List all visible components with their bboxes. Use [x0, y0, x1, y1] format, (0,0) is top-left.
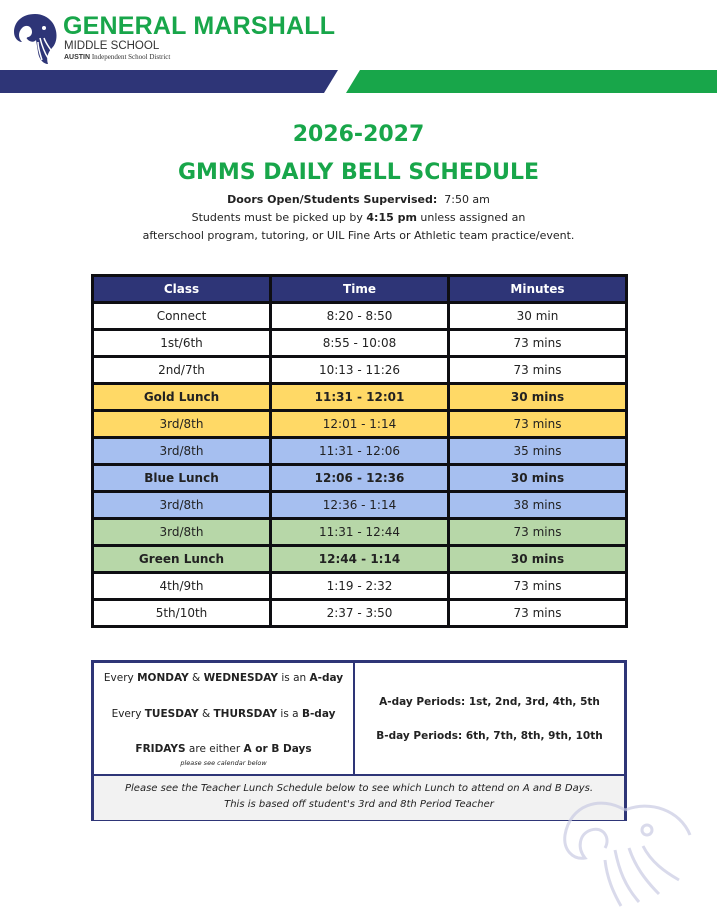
cell-class: 5th/10th	[94, 601, 269, 625]
cell-minutes: 35 mins	[450, 439, 625, 463]
cell-time: 12:01 - 1:14	[272, 412, 447, 436]
pickup-line-2: afterschool program, tutoring, or UIL Fine Arts or Athletic team practice/event.	[142, 229, 575, 242]
school-year-title: 2026-2027	[292, 122, 425, 147]
school-level: MIDDLE SCHOOL	[64, 40, 160, 52]
cell-minutes: 30 mins	[450, 466, 625, 490]
cell-time: 12:44 - 1:14	[272, 547, 447, 571]
table-row	[94, 385, 625, 409]
cell-minutes: 73 mins	[450, 412, 625, 436]
bell-schedule-table	[91, 274, 628, 628]
table-row	[94, 601, 625, 625]
district-rest: Independent School District	[90, 53, 171, 61]
table-row	[94, 574, 625, 598]
cell-minutes: 73 mins	[450, 358, 625, 382]
table-row	[94, 439, 625, 463]
ram-watermark-icon	[555, 790, 705, 910]
table-row	[94, 493, 625, 517]
header-minutes: Minutes	[450, 277, 625, 301]
cell-class: Connect	[94, 304, 269, 328]
ram-mascot-logo	[8, 8, 62, 66]
doors-open-line	[0, 193, 717, 206]
cell-minutes: 38 mins	[450, 493, 625, 517]
cell-class: Blue Lunch	[94, 466, 269, 490]
school-name: GENERAL MARSHALL	[63, 12, 336, 40]
schedule-title: GMMS DAILY BELL SCHEDULE	[177, 160, 540, 185]
table-row	[94, 466, 625, 490]
pickup-line	[0, 211, 717, 224]
cell-time: 8:20 - 8:50	[272, 304, 447, 328]
cell-class: 3rd/8th	[94, 493, 269, 517]
cell-class: 1st/6th	[94, 331, 269, 355]
table-row	[94, 304, 625, 328]
cell-class: 2nd/7th	[94, 358, 269, 382]
cell-class: Gold Lunch	[94, 385, 269, 409]
cell-time: 11:31 - 12:01	[272, 385, 447, 409]
table-row	[94, 358, 625, 382]
day-rules-panel	[94, 663, 355, 774]
table-header-row	[94, 277, 625, 301]
doors-time: 7:50 am	[444, 193, 490, 206]
pickup-pre: Students must be picked up by	[191, 211, 367, 224]
cell-time: 8:55 - 10:08	[272, 331, 447, 355]
cell-minutes: 73 mins	[450, 520, 625, 544]
a-day-rule: Every MONDAY & WEDNESDAY is an A-day	[103, 672, 344, 684]
lunch-note-panel	[94, 774, 624, 820]
cell-class: Green Lunch	[94, 547, 269, 571]
cell-time: 1:19 - 2:32	[272, 574, 447, 598]
table-row	[94, 547, 625, 571]
district-bold: AUSTIN	[64, 54, 91, 61]
cell-time: 10:13 - 11:26	[272, 358, 447, 382]
friday-rule: FRIDAYS are either A or B Days	[135, 743, 312, 755]
pickup-time: 4:15 pm	[366, 211, 417, 224]
calendar-note: please see calendar below	[180, 759, 267, 767]
table-row	[94, 412, 625, 436]
table-row	[94, 331, 625, 355]
cell-class: 3rd/8th	[94, 439, 269, 463]
cell-class: 3rd/8th	[94, 412, 269, 436]
cell-minutes: 73 mins	[450, 331, 625, 355]
cell-time: 11:31 - 12:06	[272, 439, 447, 463]
cell-minutes: 30 mins	[450, 547, 625, 571]
pickup-post: unless assigned an	[416, 211, 526, 224]
a-day-periods: A-day Periods: 1st, 2nd, 3rd, 4th, 5th	[379, 696, 600, 708]
b-day-rule: Every TUESDAY & THURSDAY is a B-day	[111, 708, 336, 720]
table-row	[94, 520, 625, 544]
header-class: Class	[94, 277, 269, 301]
cell-minutes: 73 mins	[450, 574, 625, 598]
cell-class: 4th/9th	[94, 574, 269, 598]
lunch-note-line1: Please see the Teacher Lunch Schedule below to see which Lunch to attend on A and B Days.	[125, 783, 593, 794]
b-day-periods: B-day Periods: 6th, 7th, 8th, 9th, 10th	[376, 730, 603, 742]
lunch-note-line2: This is based off student's 3rd and 8th Period Teacher	[224, 799, 494, 810]
period-panel	[355, 663, 624, 774]
cell-time: 12:06 - 12:36	[272, 466, 447, 490]
cell-minutes: 30 min	[450, 304, 625, 328]
cell-time: 2:37 - 3:50	[272, 601, 447, 625]
header-time: Time	[272, 277, 447, 301]
day-rotation-box	[91, 660, 627, 821]
cell-class: 3rd/8th	[94, 520, 269, 544]
cell-minutes: 73 mins	[450, 601, 625, 625]
cell-time: 12:36 - 1:14	[272, 493, 447, 517]
cell-minutes: 30 mins	[450, 385, 625, 409]
doors-label: Doors Open/Students Supervised:	[227, 193, 438, 206]
cell-time: 11:31 - 12:44	[272, 520, 447, 544]
header-color-band	[0, 70, 717, 93]
district-name	[64, 53, 170, 61]
